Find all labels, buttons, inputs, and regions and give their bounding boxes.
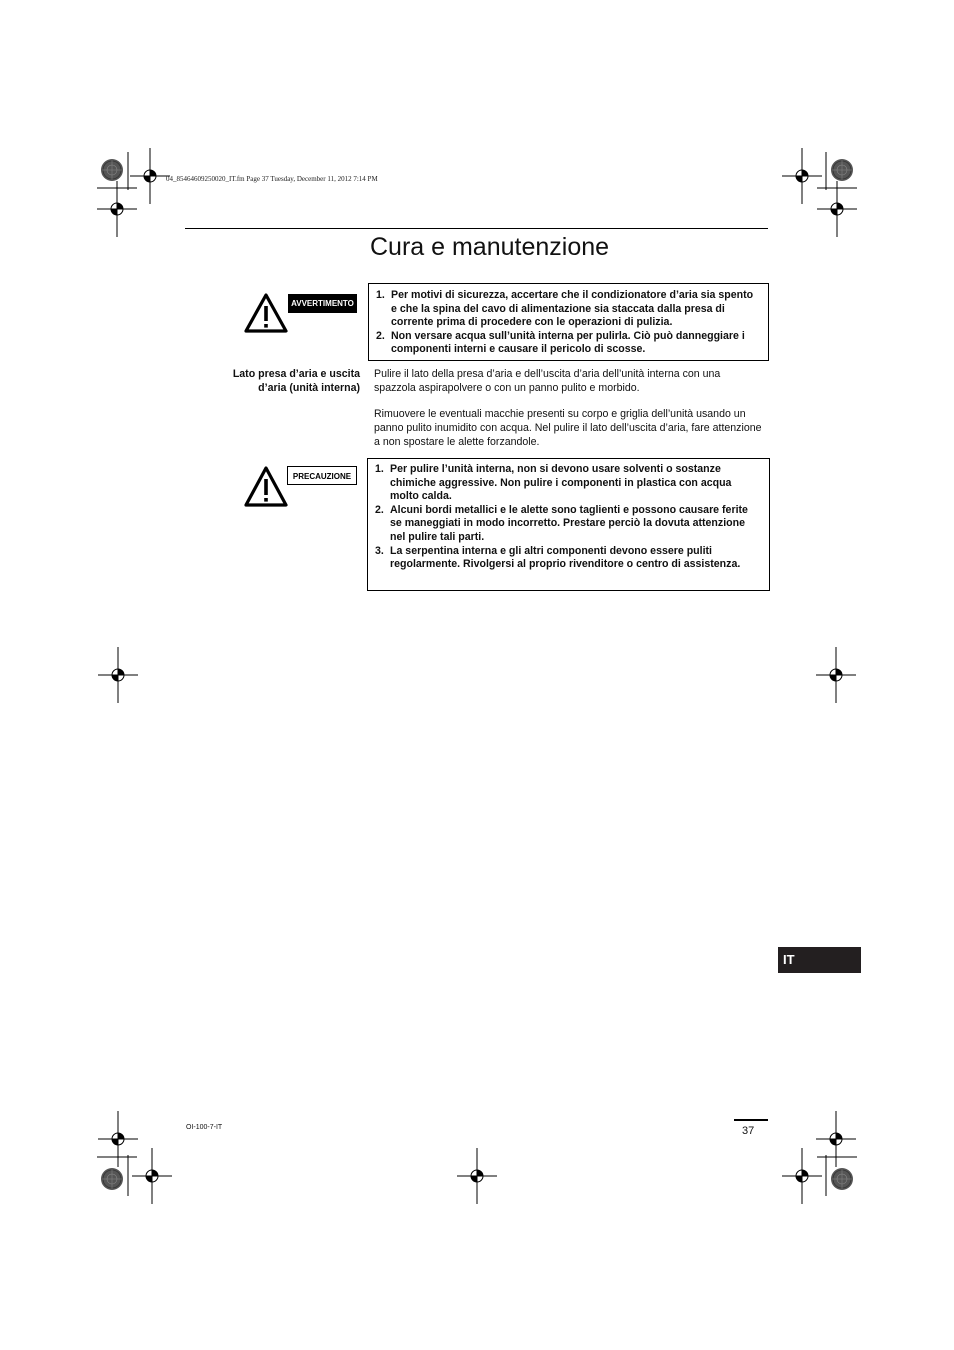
- warning-item: [376, 330, 760, 357]
- caution-item-text: Alcuni bordi metallici e le alette sono taglienti e possono causare ferite se maneggiati in modo incorretto. Prestare perciò la dovuta attenzione nel pulire tali parti.: [390, 503, 748, 543]
- page-number: 37: [742, 1125, 755, 1137]
- warning-label: AVVERTIMENTO: [288, 294, 357, 313]
- caution-label: PRECAUZIONE: [287, 466, 357, 485]
- warning-item-text: Per motivi di sicurezza, accertare che il condizionatore d’aria sia spento e che la spina del cavo di alimentazione sia staccata dalla presa di corrente prima di procedere con le operazioni di pulizia.: [391, 289, 754, 329]
- caution-item-number: 3.: [375, 544, 384, 557]
- warning-item-text: Non versare acqua sull’unità interna per pulirla. Ciò può danneggiare i componenti interni e causare il pericolo di scosse.: [391, 329, 745, 356]
- warning-box: [368, 283, 769, 361]
- section-label-line-1: Lato presa d’aria e uscita: [232, 368, 360, 380]
- warning-item-number: 2.: [376, 329, 385, 342]
- warning-list: [376, 289, 760, 357]
- page-title: Cura e manutenzione: [370, 233, 610, 261]
- caution-item: [375, 545, 761, 572]
- caution-item: [375, 463, 761, 504]
- caution-list: [375, 463, 761, 572]
- language-tab: IT: [778, 947, 861, 973]
- section-label: [200, 368, 360, 395]
- section-paragraph-1: Pulire il lato della presa d’aria e dell’uscita d’aria dell’unità interna con una spazzola aspirapolvere o con un panno pulito e morbido.: [374, 368, 721, 394]
- document-code: OI-100-7-IT: [186, 1124, 223, 1131]
- caution-box: [367, 458, 770, 591]
- warning-triangle-icon: [243, 292, 289, 334]
- caution-item-number: 1.: [375, 463, 384, 475]
- caution-item-number: 2.: [375, 503, 384, 516]
- caution-item-text: Per pulire l’unità interna, non si devono usare solventi o sostanze chimiche aggressive. Non pulire i componenti in plastica con acqua molto calda.: [390, 463, 732, 503]
- page-number-rule: [734, 1119, 768, 1121]
- title-rule: [185, 228, 768, 229]
- section-label-line-2: d’aria (unità interna): [258, 381, 360, 394]
- warning-item: [376, 289, 760, 330]
- file-header-info: 04_85464609250020_IT.fm Page 37 Tuesday, December 11, 2012 7:14 PM: [166, 175, 378, 183]
- caution-triangle-icon: [243, 465, 289, 509]
- warning-item-number: 1.: [376, 289, 385, 301]
- section-paragraph-2: Rimuovere le eventuali macchie presenti su corpo e griglia dell’unità usando un panno pulito inumidito con acqua. Nel pulire il lato dell’uscita d’aria, fare attenzione a non spostare le alette forzandole.: [374, 408, 762, 448]
- caution-item: [375, 504, 761, 545]
- caution-item-text: La serpentina interna e gli altri componenti devono essere puliti regolarmente. Rivolgersi al proprio rivenditore o centro di assistenza.: [390, 544, 741, 571]
